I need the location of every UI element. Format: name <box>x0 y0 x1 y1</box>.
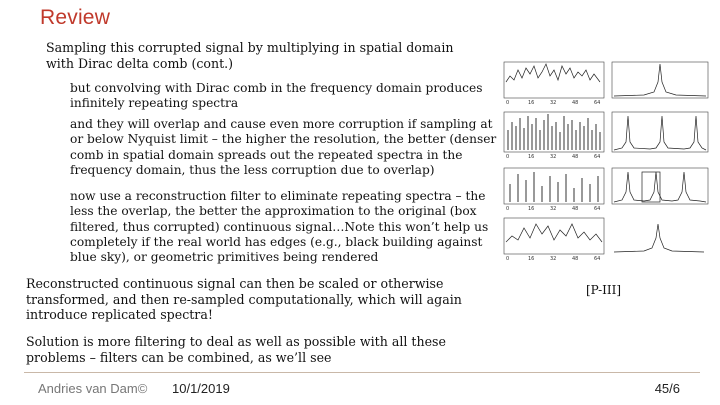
axis-tick: 32 <box>550 100 557 106</box>
axis-tick: 32 <box>550 256 557 262</box>
axis-tick: 0 <box>506 206 510 212</box>
footer-divider <box>24 372 700 373</box>
axis-tick: 64 <box>594 206 601 212</box>
axis-tick: 48 <box>572 256 579 262</box>
bullet-text-2: Reconstructed continuous signal can then be scaled or otherwise transformed, and then re-sampled computationally, which will again introduce replicated spectra! <box>26 276 462 323</box>
axis-tick: 16 <box>528 206 535 212</box>
slide-title: Review <box>40 6 111 29</box>
figure-citation: [P-III] <box>586 283 622 297</box>
axis-tick: 48 <box>572 154 579 160</box>
axis-tick: 32 <box>550 154 557 160</box>
page-number: 45/6 <box>654 381 680 396</box>
footer-author: Andries van Dam© <box>38 381 148 396</box>
axis-tick: 64 <box>594 154 601 160</box>
sampling-spectra-figure <box>494 52 712 276</box>
sub-bullet-text-3: now use a reconstruction filter to eliminate repeating spectra – the less the overlap, the better the approximation to the original (box filtered, thus corrupted) continuous signal…Note this won’t help us completely if the real world has edges (e.g., black building against blue sky), or geometric primitives being rendered <box>70 189 489 265</box>
axis-tick: 32 <box>550 206 557 212</box>
axis-tick: 48 <box>572 206 579 212</box>
axis-tick: 64 <box>594 100 601 106</box>
axis-tick: 48 <box>572 100 579 106</box>
axis-tick: 64 <box>594 256 601 262</box>
axis-tick: 16 <box>528 100 535 106</box>
footer-date: 10/1/2019 <box>172 381 230 396</box>
axis-tick: 0 <box>506 256 510 262</box>
sub-bullet-text-1: but convolving with Dirac comb in the frequency domain produces infinitely repeating spectra <box>70 81 483 111</box>
sub-bullet-text-2: and they will overlap and cause even more corruption if sampling at or below Nyquist limit – the higher the resolution, the better (denser comb in spatial domain spreads out the repeated spectra in the frequency domain, thus the less corruption due to overlap) <box>70 117 497 177</box>
bullet-text-3: Solution is more filtering to deal as well as possible with all these problems – filters can be combined, as we’ll see <box>26 334 446 365</box>
axis-tick: 16 <box>528 256 535 262</box>
axis-tick: 0 <box>506 154 510 160</box>
axis-tick: 16 <box>528 154 535 160</box>
bullet-text-1: Sampling this corrupted signal by multiplying in spatial domain with Dirac delta comb (cont.) <box>46 40 454 71</box>
axis-tick: 0 <box>506 100 510 106</box>
